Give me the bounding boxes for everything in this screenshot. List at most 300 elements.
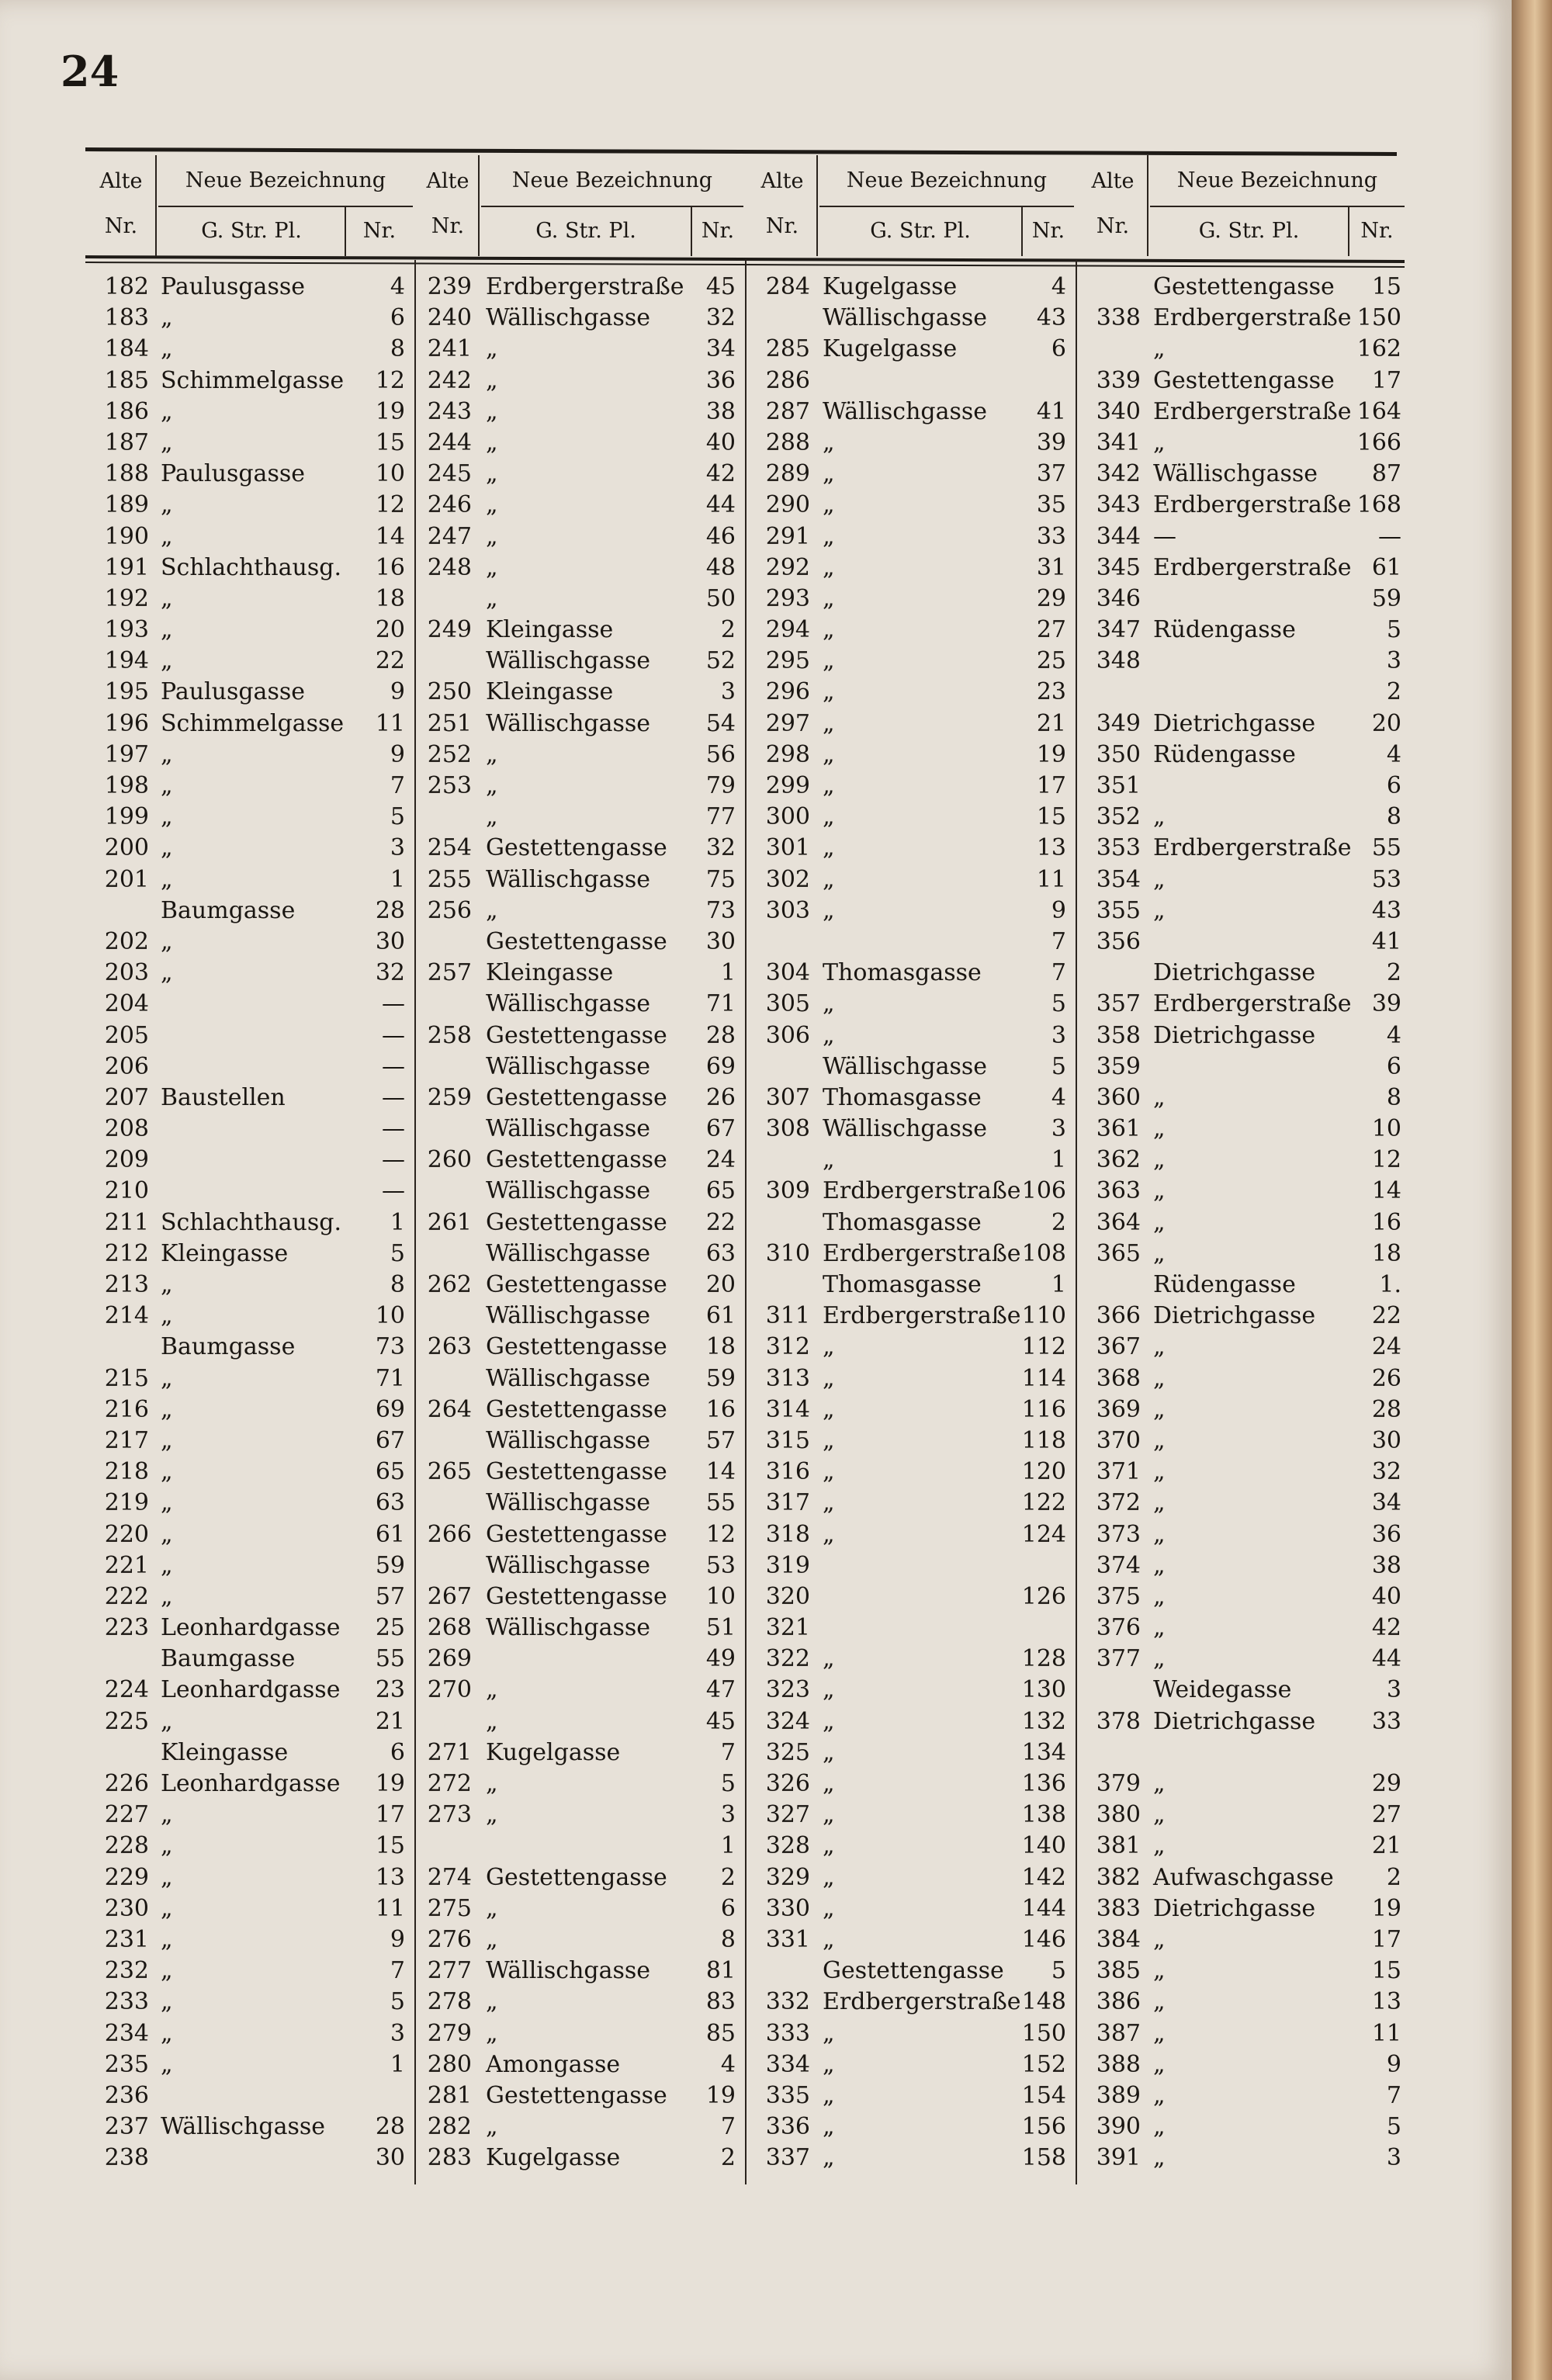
header-neue-bezeichnung: Neue Bezeichnung — [819, 155, 1074, 207]
old-number: 262 — [427, 1271, 472, 1298]
old-number: 305 — [765, 990, 810, 1018]
street-name: Dietrichgasse — [1153, 1894, 1316, 1922]
street-name: „ — [1153, 1614, 1166, 1642]
old-number: 261 — [427, 1208, 472, 1236]
street-name: „ — [823, 1489, 835, 1517]
old-number: 288 — [765, 428, 810, 456]
new-number: 10 — [1371, 1115, 1401, 1143]
street-name: „ — [161, 1302, 173, 1330]
old-number: 242 — [427, 366, 472, 394]
book-binding-edge — [1509, 0, 1552, 2380]
old-number: 388 — [1096, 2050, 1141, 2078]
street-name: Dietrichgasse — [1153, 1707, 1316, 1735]
new-number: 118 — [1021, 1426, 1066, 1454]
new-number: 53 — [1371, 865, 1401, 893]
old-number: 355 — [1096, 896, 1141, 924]
street-name: „ — [823, 1458, 835, 1486]
new-number: 140 — [1021, 1832, 1066, 1860]
street-name: „ — [161, 1520, 173, 1548]
new-number: 61 — [1371, 553, 1401, 581]
table-row — [87, 1613, 413, 1644]
street-name: „ — [823, 803, 835, 831]
new-number: 12 — [375, 366, 405, 394]
header-nr: Nr. — [362, 219, 397, 243]
old-number: 277 — [427, 1957, 472, 1985]
old-number: 338 — [1096, 304, 1141, 332]
new-number: 16 — [1371, 1208, 1401, 1236]
table-row — [748, 1051, 1074, 1083]
street-name: „ — [1153, 1083, 1166, 1111]
old-number: 211 — [104, 1208, 149, 1236]
street-name: Kleingasse — [161, 1239, 289, 1267]
table-row — [748, 864, 1074, 896]
new-number: 2 — [1386, 678, 1401, 706]
street-name: Gestettengasse — [486, 927, 667, 955]
table-row — [748, 1363, 1074, 1394]
new-number: 150 — [1021, 2019, 1066, 2047]
old-number: 307 — [765, 1083, 810, 1111]
street-name: „ — [823, 553, 835, 581]
new-number: 8 — [1386, 1083, 1401, 1111]
new-number: 19 — [375, 397, 405, 425]
street-name: „ — [823, 709, 835, 737]
street-name: Wällischgasse — [823, 1052, 988, 1080]
new-number: 2 — [1051, 1208, 1066, 1236]
table-row — [87, 459, 413, 490]
table-row — [1079, 1457, 1405, 1488]
new-number: 42 — [705, 460, 736, 488]
new-number: 12 — [375, 491, 405, 519]
old-number: 389 — [1096, 2081, 1141, 2109]
old-number: 192 — [104, 584, 149, 612]
old-number: 313 — [765, 1364, 810, 1392]
new-number: 26 — [705, 1083, 736, 1111]
table-row — [417, 272, 743, 303]
street-name: Gestettengasse — [486, 1083, 667, 1111]
table-block-1 — [87, 272, 413, 2181]
table-row — [748, 1394, 1074, 1426]
table-row — [87, 1114, 413, 1145]
street-name: Gestettengasse — [486, 1208, 667, 1236]
new-number: 108 — [1021, 1239, 1066, 1267]
new-number: 55 — [1371, 834, 1401, 862]
old-number: 205 — [104, 1021, 149, 1049]
old-number: 390 — [1096, 2113, 1141, 2141]
street-name: „ — [823, 772, 835, 799]
new-number: 59 — [375, 1551, 405, 1579]
table-row — [1079, 1176, 1405, 1207]
new-number: 5 — [1051, 1957, 1066, 1985]
new-number: 3 — [1051, 1115, 1066, 1143]
table-row — [748, 1332, 1074, 1363]
table-row — [417, 1488, 743, 1519]
new-number: 3 — [1386, 647, 1401, 675]
new-number: 30 — [705, 927, 736, 955]
table-row — [417, 989, 743, 1020]
street-name: Baumgasse — [161, 1645, 296, 1673]
old-number: 382 — [1096, 1863, 1141, 1891]
table-row — [87, 771, 413, 802]
old-number: 369 — [1096, 1395, 1141, 1423]
street-name: „ — [1153, 1551, 1166, 1579]
old-number: 340 — [1096, 397, 1141, 425]
table-row — [87, 802, 413, 833]
street-name: „ — [486, 460, 498, 488]
new-number: 6 — [390, 1738, 405, 1766]
old-number: 189 — [104, 491, 149, 519]
old-number: 279 — [427, 2019, 472, 2047]
new-number: 2 — [720, 2144, 736, 2172]
street-name: Gestettengasse — [486, 1520, 667, 1548]
new-number: 17 — [1036, 772, 1066, 799]
new-number: 59 — [705, 1364, 736, 1392]
new-number: 10 — [705, 1582, 736, 1610]
street-name: „ — [823, 896, 835, 924]
old-number: 215 — [104, 1364, 149, 1392]
old-number: 374 — [1096, 1551, 1141, 1579]
table-row — [1079, 1706, 1405, 1737]
old-number: 363 — [1096, 1177, 1141, 1205]
old-number: 387 — [1096, 2019, 1141, 2047]
old-number: 202 — [104, 927, 149, 955]
street-name: „ — [1153, 1395, 1166, 1423]
old-number: 371 — [1096, 1458, 1141, 1486]
table-row — [748, 1644, 1074, 1675]
new-number: 71 — [705, 990, 736, 1018]
column-header-2 — [417, 155, 743, 256]
table-row — [87, 1332, 413, 1363]
table-row — [748, 1550, 1074, 1581]
table-row — [417, 1426, 743, 1457]
table-row — [748, 927, 1074, 958]
street-name: Gestettengasse — [823, 1957, 1004, 1985]
table-row — [1079, 1924, 1405, 1956]
table-row — [417, 1987, 743, 2018]
street-name: „ — [486, 740, 498, 768]
table-row — [417, 1457, 743, 1488]
street-name: Kleingasse — [486, 678, 614, 706]
table-row — [1079, 1893, 1405, 1924]
table-block-2 — [417, 272, 743, 2181]
street-name: Thomasgasse — [823, 1208, 982, 1236]
old-number: 316 — [765, 1458, 810, 1486]
table-row — [87, 1051, 413, 1083]
old-number: 323 — [765, 1676, 810, 1704]
old-number: 336 — [765, 2113, 810, 2141]
old-number: 312 — [765, 1333, 810, 1361]
table-row — [87, 833, 413, 864]
street-name: Wällischgasse — [486, 1364, 651, 1392]
street-name: Amongasse — [486, 2050, 621, 2078]
old-number: 377 — [1096, 1645, 1141, 1673]
street-name: Kleingasse — [161, 1738, 289, 1766]
old-number: 317 — [765, 1489, 810, 1517]
new-number: 48 — [705, 553, 736, 581]
new-number: 51 — [705, 1614, 736, 1642]
table-row — [748, 553, 1074, 584]
table-row — [87, 989, 413, 1020]
street-name: „ — [1153, 1645, 1166, 1673]
table-row — [417, 1613, 743, 1644]
new-number: 55 — [375, 1645, 405, 1673]
new-number: 17 — [1371, 366, 1401, 394]
old-number: 201 — [104, 865, 149, 893]
street-name: „ — [1153, 1988, 1166, 2016]
old-number: 197 — [104, 740, 149, 768]
new-number: 11 — [1036, 865, 1066, 893]
new-number: 28 — [375, 896, 405, 924]
street-name: Erdbergerstraße — [1153, 304, 1352, 332]
street-name: Kleingasse — [486, 959, 614, 987]
old-number: 273 — [427, 1801, 472, 1829]
new-number: 2 — [720, 1863, 736, 1891]
table-row — [87, 740, 413, 771]
new-number: 67 — [375, 1426, 405, 1454]
old-number: 384 — [1096, 1925, 1141, 1953]
new-number: 6 — [720, 1894, 736, 1922]
old-number: 304 — [765, 959, 810, 987]
new-number: 2 — [1386, 1863, 1401, 1891]
old-number: 190 — [104, 522, 149, 550]
street-name: „ — [486, 1988, 498, 2016]
table-row — [748, 771, 1074, 802]
table-row — [87, 1457, 413, 1488]
old-number: 226 — [104, 1770, 149, 1797]
table-row — [417, 1800, 743, 1831]
table-row — [748, 1270, 1074, 1301]
old-number: 381 — [1096, 1832, 1141, 1860]
old-number: 294 — [765, 616, 810, 644]
table-row — [748, 397, 1074, 428]
table-row — [87, 708, 413, 740]
street-name: Dietrichgasse — [1153, 709, 1316, 737]
new-number: 18 — [1371, 1239, 1401, 1267]
header-neue-bezeichnung: Neue Bezeichnung — [481, 155, 743, 207]
old-number: 249 — [427, 616, 472, 644]
new-number: 162 — [1356, 335, 1401, 363]
street-name: „ — [161, 616, 173, 644]
street-name: Kugelgasse — [486, 2144, 621, 2172]
new-number: 15 — [1371, 1957, 1401, 1985]
new-number: 79 — [705, 772, 736, 799]
street-name: „ — [1153, 1208, 1166, 1236]
old-number: 341 — [1096, 428, 1141, 456]
street-name: „ — [1153, 2050, 1166, 2078]
new-number: 38 — [1371, 1551, 1401, 1579]
new-number: 9 — [1051, 896, 1066, 924]
street-name: Thomasgasse — [823, 959, 982, 987]
old-number: 332 — [765, 1988, 810, 2016]
table-row — [417, 1083, 743, 1114]
street-name: „ — [823, 1738, 835, 1766]
new-number: 166 — [1356, 428, 1401, 456]
old-number: 225 — [104, 1707, 149, 1735]
street-name: „ — [161, 1426, 173, 1454]
table-row — [748, 1176, 1074, 1207]
new-number: 57 — [375, 1582, 405, 1610]
new-number: 11 — [375, 1894, 405, 1922]
old-number: 231 — [104, 1925, 149, 1953]
old-number: 247 — [427, 522, 472, 550]
street-name: Erdbergerstraße — [823, 1302, 1021, 1330]
column-header-1 — [87, 155, 413, 256]
old-number: 206 — [104, 1052, 149, 1080]
table-row — [417, 1675, 743, 1706]
new-number: 6 — [1386, 1052, 1401, 1080]
old-number: 246 — [427, 491, 472, 519]
new-number: 19 — [375, 1770, 405, 1797]
old-number: 295 — [765, 647, 810, 675]
new-number: 126 — [1021, 1582, 1066, 1610]
table-row — [417, 646, 743, 677]
old-number: 234 — [104, 2019, 149, 2047]
new-number: 3 — [390, 834, 405, 862]
street-name: „ — [823, 1925, 835, 1953]
new-number: 16 — [705, 1395, 736, 1423]
old-number: 248 — [427, 553, 472, 581]
table-row — [417, 1394, 743, 1426]
street-name: „ — [161, 740, 173, 768]
new-number: 3 — [720, 1801, 736, 1829]
new-number: 138 — [1021, 1801, 1066, 1829]
table-row — [417, 740, 743, 771]
table-row — [417, 833, 743, 864]
new-number: 168 — [1356, 491, 1401, 519]
street-name: Rüdengasse — [1153, 740, 1296, 768]
street-name: „ — [1153, 2113, 1166, 2141]
table-row — [87, 397, 413, 428]
street-name: „ — [161, 491, 173, 519]
new-number: 12 — [1371, 1146, 1401, 1174]
new-number: 6 — [1051, 335, 1066, 363]
old-number: 352 — [1096, 803, 1141, 831]
street-name: Thomasgasse — [823, 1271, 982, 1298]
street-name: „ — [161, 2050, 173, 2078]
table-row — [1079, 864, 1405, 896]
old-number: 302 — [765, 865, 810, 893]
old-number: 281 — [427, 2081, 472, 2109]
new-number: 15 — [1371, 273, 1401, 300]
old-number: 223 — [104, 1614, 149, 1642]
new-number: 29 — [1371, 1770, 1401, 1797]
new-number: 5 — [720, 1770, 736, 1797]
table-row — [87, 958, 413, 989]
column-header-3 — [748, 155, 1074, 256]
street-name: „ — [161, 1707, 173, 1735]
old-number: 298 — [765, 740, 810, 768]
new-number: 15 — [375, 1832, 405, 1860]
table-row — [1079, 802, 1405, 833]
street-name: Weidegasse — [1153, 1676, 1292, 1704]
new-number: 6 — [390, 304, 405, 332]
table-row — [748, 334, 1074, 365]
new-number: 150 — [1356, 304, 1401, 332]
street-name: „ — [823, 2019, 835, 2047]
table-row — [87, 1426, 413, 1457]
new-number: 146 — [1021, 1925, 1066, 1953]
old-number: 379 — [1096, 1770, 1141, 1797]
table-row — [1079, 1239, 1405, 1270]
table-row — [87, 521, 413, 553]
street-name: „ — [823, 1395, 835, 1423]
street-name: Erdbergerstraße — [1153, 834, 1352, 862]
new-number: 114 — [1021, 1364, 1066, 1392]
new-number: 33 — [1036, 522, 1066, 550]
old-number: 344 — [1096, 522, 1141, 550]
old-number: 356 — [1096, 927, 1141, 955]
table-row — [1079, 334, 1405, 365]
new-number: 23 — [1036, 678, 1066, 706]
new-number: 25 — [1036, 647, 1066, 675]
table-row — [748, 1083, 1074, 1114]
table-row — [748, 2049, 1074, 2080]
new-number: 6 — [1386, 772, 1401, 799]
street-name: Schimmelgasse — [161, 366, 345, 394]
street-name: „ — [486, 397, 498, 425]
new-number: 5 — [390, 1239, 405, 1267]
old-number: 269 — [427, 1645, 472, 1673]
table-row — [1079, 1581, 1405, 1613]
street-name: „ — [823, 616, 835, 644]
old-number: 324 — [765, 1707, 810, 1735]
old-number: 254 — [427, 834, 472, 862]
new-number: 81 — [705, 1957, 736, 1985]
street-name: „ — [1153, 1801, 1166, 1829]
street-name: Gestettengasse — [486, 834, 667, 862]
table-row — [87, 1862, 413, 1893]
old-number: 207 — [104, 1083, 149, 1111]
table-row — [417, 927, 743, 958]
street-name: Schimmelgasse — [161, 709, 345, 737]
street-name: Wällischgasse — [486, 1551, 651, 1579]
old-number: 329 — [765, 1863, 810, 1891]
table-row — [1079, 365, 1405, 397]
old-number: 187 — [104, 428, 149, 456]
table-row — [748, 2018, 1074, 2049]
table-row — [1079, 1114, 1405, 1145]
table-row — [1079, 1051, 1405, 1083]
table-row — [417, 1519, 743, 1550]
street-name: „ — [823, 522, 835, 550]
new-number: 1 — [390, 1208, 405, 1236]
table-row — [1079, 1675, 1405, 1706]
table-row — [748, 1145, 1074, 1176]
new-number: 3 — [390, 2019, 405, 2047]
old-number: 348 — [1096, 647, 1141, 675]
table-row — [87, 927, 413, 958]
new-number: — — [382, 1021, 405, 1049]
new-number: — — [382, 1052, 405, 1080]
table-row — [748, 1301, 1074, 1332]
old-number: 210 — [104, 1177, 149, 1205]
street-name: „ — [161, 397, 173, 425]
new-number: 27 — [1371, 1801, 1401, 1829]
new-number: 36 — [705, 366, 736, 394]
table-row — [87, 428, 413, 459]
street-name: „ — [1153, 335, 1166, 363]
street-name: „ — [823, 865, 835, 893]
new-number: 28 — [705, 1021, 736, 1049]
new-number: 11 — [375, 709, 405, 737]
old-number: 268 — [427, 1614, 472, 1642]
table-row — [748, 2080, 1074, 2112]
table-row — [748, 958, 1074, 989]
old-number: 310 — [765, 1239, 810, 1267]
new-number: 156 — [1021, 2113, 1066, 2141]
old-number: 185 — [104, 366, 149, 394]
street-name: „ — [161, 1925, 173, 1953]
new-number: 18 — [705, 1333, 736, 1361]
